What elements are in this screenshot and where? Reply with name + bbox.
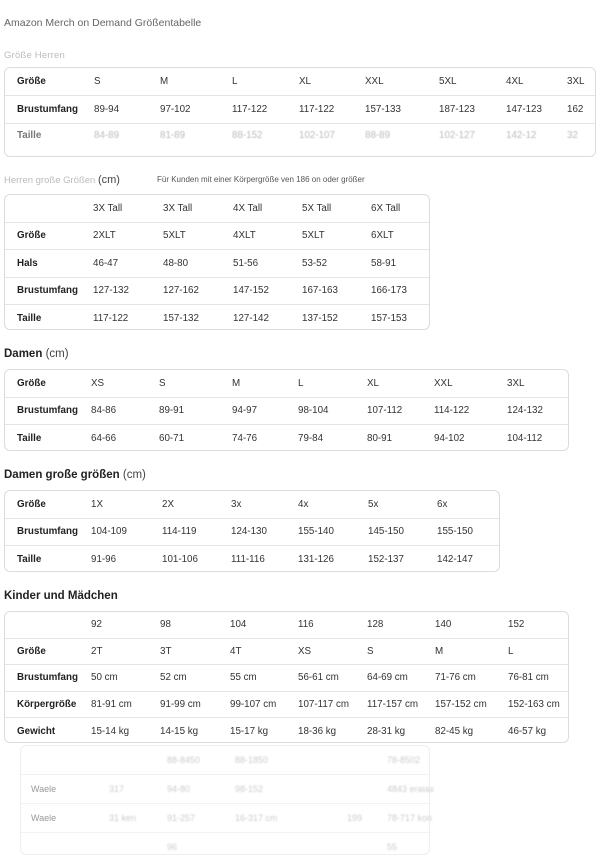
table-cell: 50 cm bbox=[79, 665, 148, 692]
table-cell: XXL bbox=[353, 68, 427, 96]
table-cell: 140 bbox=[423, 612, 496, 638]
table-row bbox=[5, 425, 568, 452]
table-cell: 16-317 cm bbox=[225, 804, 295, 833]
table-cell: 101-106 bbox=[150, 546, 219, 573]
table-cell: 32 bbox=[555, 124, 595, 167]
row-label: Taille bbox=[5, 425, 79, 452]
table-cell: 94-97 bbox=[220, 397, 286, 425]
table-row bbox=[5, 68, 595, 96]
table-cell: 91-99 cm bbox=[148, 691, 218, 718]
table-cell: 91-96 bbox=[79, 546, 150, 573]
tall-title-unit: (cm) bbox=[98, 174, 120, 186]
table-cell: 94-102 bbox=[422, 425, 495, 452]
table-cell: 98-104 bbox=[286, 397, 355, 425]
table-cell: 76-81 cm bbox=[496, 665, 568, 692]
table-cell: M bbox=[423, 638, 496, 665]
table-cell bbox=[99, 833, 157, 861]
table-cell: 28-31 kg bbox=[355, 718, 423, 744]
row-label: Brustumfang bbox=[5, 277, 81, 305]
table-cell: 4XL bbox=[494, 68, 555, 96]
women-plus-section-title bbox=[4, 469, 146, 481]
table-cell: 64-66 bbox=[79, 425, 147, 452]
table-cell: 117-122 bbox=[220, 96, 287, 124]
table-cell: 81-91 cm bbox=[79, 691, 148, 718]
table-cell: 3XL bbox=[555, 68, 595, 96]
table-cell bbox=[337, 833, 377, 861]
table-cell: 60-71 bbox=[147, 425, 220, 452]
table-cell bbox=[337, 746, 377, 775]
table-row bbox=[5, 665, 568, 692]
table-cell: 31 ken bbox=[99, 804, 157, 833]
row-label: Brustumfang bbox=[5, 96, 82, 124]
row-label: Körpergröße bbox=[5, 691, 79, 718]
men-section-title bbox=[4, 50, 65, 61]
table-cell: 55 cm bbox=[218, 665, 286, 692]
table-row bbox=[5, 305, 429, 332]
table-cell: 114-119 bbox=[150, 518, 219, 546]
row-label: Größe bbox=[5, 491, 79, 518]
table-cell: 48-80 bbox=[151, 250, 221, 278]
tall-size-table bbox=[4, 194, 430, 330]
table-cell: 1X bbox=[79, 491, 150, 518]
table-cell: 78-8502 bbox=[377, 746, 429, 775]
row-label: Größe bbox=[5, 222, 81, 250]
table-cell: 187-123 bbox=[427, 96, 494, 124]
table-cell: 102-127 bbox=[427, 124, 494, 167]
table-cell: 91-257 bbox=[157, 804, 225, 833]
table-cell: 155-150 bbox=[425, 518, 499, 546]
table-cell: 5XLT bbox=[290, 222, 359, 250]
table-cell: 3X Tall bbox=[151, 195, 221, 222]
table-cell: 88-152 bbox=[220, 124, 287, 167]
table-cell: 56-61 cm bbox=[286, 665, 355, 692]
table-cell: 3XL bbox=[495, 370, 568, 397]
table-cell: 128 bbox=[355, 612, 423, 638]
table-cell bbox=[295, 833, 337, 861]
table-cell: 84-86 bbox=[79, 397, 147, 425]
table-cell: 6X Tall bbox=[359, 195, 429, 222]
table-cell: 6x bbox=[425, 491, 499, 518]
table-cell: 2XLT bbox=[81, 222, 151, 250]
table-cell bbox=[295, 804, 337, 833]
table-cell: 104-109 bbox=[79, 518, 150, 546]
table-cell: 107-117 cm bbox=[286, 691, 355, 718]
table-cell: 117-122 bbox=[81, 305, 151, 332]
table-cell: 2X bbox=[150, 491, 219, 518]
table-cell: L bbox=[286, 370, 355, 397]
table-cell bbox=[295, 746, 337, 775]
table-cell: 4XLT bbox=[221, 222, 290, 250]
table-cell: 152 bbox=[496, 612, 568, 638]
table-cell: 55 bbox=[377, 833, 429, 861]
table-cell: 131-126 bbox=[286, 546, 356, 573]
table-cell: 18-36 kg bbox=[286, 718, 355, 744]
table-row bbox=[5, 491, 499, 518]
kids-section-title bbox=[4, 590, 118, 602]
table-cell: 3X Tall bbox=[81, 195, 151, 222]
table-cell: 107-112 bbox=[355, 397, 422, 425]
table-cell: 147-152 bbox=[221, 277, 290, 305]
row-label: Brustumfang bbox=[5, 665, 79, 692]
row-label: Brustumfang bbox=[5, 518, 79, 546]
table-cell: 3x bbox=[219, 491, 286, 518]
table-cell: 157-133 bbox=[353, 96, 427, 124]
table-cell: 124-130 bbox=[219, 518, 286, 546]
table-cell: 4X Tall bbox=[221, 195, 290, 222]
table-cell: M bbox=[220, 370, 286, 397]
row-label: Größe bbox=[5, 68, 82, 96]
table-cell: 142-147 bbox=[425, 546, 499, 573]
table-cell: 102-107 bbox=[287, 124, 353, 167]
table-cell: 5XLT bbox=[151, 222, 221, 250]
table-row bbox=[21, 746, 429, 775]
table-cell: 162 bbox=[555, 96, 595, 124]
tall-section-title bbox=[4, 174, 120, 186]
table-cell: L bbox=[496, 638, 568, 665]
table-cell: 117-122 bbox=[287, 96, 353, 124]
table-cell: 127-142 bbox=[221, 305, 290, 332]
table-cell: 199 bbox=[337, 804, 377, 833]
table-cell: 6XLT bbox=[359, 222, 429, 250]
table-cell: 147-123 bbox=[494, 96, 555, 124]
row-label: Gewicht bbox=[5, 718, 79, 744]
kids-title-text: Kinder und Mädchen bbox=[4, 590, 118, 602]
table-cell bbox=[337, 775, 377, 804]
table-cell bbox=[295, 775, 337, 804]
table-row bbox=[5, 124, 595, 167]
table-cell: XS bbox=[79, 370, 147, 397]
table-cell: 81-89 bbox=[148, 124, 220, 167]
table-cell: 97-102 bbox=[148, 96, 220, 124]
table-row bbox=[5, 277, 429, 305]
table-cell: 79-84 bbox=[286, 425, 355, 452]
table-cell: 157-152 cm bbox=[423, 691, 496, 718]
table-cell: XL bbox=[355, 370, 422, 397]
row-label bbox=[21, 833, 69, 861]
table-cell: 15-14 kg bbox=[79, 718, 148, 744]
women-plus-title-text: Damen große größen bbox=[4, 469, 120, 481]
table-row bbox=[5, 397, 568, 425]
table-cell: M bbox=[148, 68, 220, 96]
table-row bbox=[5, 718, 568, 744]
table-cell: 124-132 bbox=[495, 397, 568, 425]
table-row bbox=[5, 546, 499, 573]
table-row bbox=[5, 195, 429, 222]
table-cell: XXL bbox=[422, 370, 495, 397]
table-cell bbox=[69, 804, 99, 833]
table-cell: 89-94 bbox=[82, 96, 148, 124]
table-cell: 88-8450 bbox=[157, 746, 225, 775]
row-label: Hals bbox=[5, 250, 81, 278]
table-cell: 4T bbox=[218, 638, 286, 665]
kids-size-table bbox=[4, 611, 569, 743]
table-cell: 98-152 bbox=[225, 775, 295, 804]
table-cell: 51-56 bbox=[221, 250, 290, 278]
tall-note: Für Kunden mit einer Körpergröße ven 186 on oder größer bbox=[157, 175, 365, 184]
table-cell: 98 bbox=[148, 612, 218, 638]
table-cell: 104-112 bbox=[495, 425, 568, 452]
table-cell: XL bbox=[287, 68, 353, 96]
table-cell bbox=[69, 833, 99, 861]
table-cell bbox=[69, 775, 99, 804]
table-row bbox=[5, 96, 595, 124]
table-cell: 2T bbox=[79, 638, 148, 665]
table-cell: 71-76 cm bbox=[423, 665, 496, 692]
table-cell: 4x bbox=[286, 491, 356, 518]
table-cell: 46-47 bbox=[81, 250, 151, 278]
table-row bbox=[21, 833, 429, 861]
table-cell: 78-717 kon bbox=[377, 804, 429, 833]
men-size-table bbox=[4, 67, 596, 157]
table-cell: 88-89 bbox=[353, 124, 427, 167]
table-cell: 152-163 cm bbox=[496, 691, 568, 718]
table-cell: 64-69 cm bbox=[355, 665, 423, 692]
table-cell: S bbox=[147, 370, 220, 397]
table-cell: 111-116 bbox=[219, 546, 286, 573]
table-row bbox=[21, 804, 429, 833]
row-label: Brustumfang bbox=[5, 397, 79, 425]
row-label: Größe bbox=[5, 638, 79, 665]
table-cell: 58-91 bbox=[359, 250, 429, 278]
table-cell: 317 bbox=[99, 775, 157, 804]
table-cell: 127-132 bbox=[81, 277, 151, 305]
table-cell: 89-91 bbox=[147, 397, 220, 425]
table-cell: 142-12 bbox=[494, 124, 555, 167]
table-cell: 46-57 kg bbox=[496, 718, 568, 744]
table-cell: 167-163 bbox=[290, 277, 359, 305]
table-row bbox=[5, 370, 568, 397]
row-label bbox=[5, 195, 81, 222]
table-cell: 96 bbox=[157, 833, 225, 861]
table-cell: 145-150 bbox=[356, 518, 425, 546]
table-cell: 99-107 cm bbox=[218, 691, 286, 718]
table-cell: 152-137 bbox=[356, 546, 425, 573]
table-cell: 74-76 bbox=[220, 425, 286, 452]
table-row bbox=[5, 612, 568, 638]
women-plus-size-table bbox=[4, 490, 500, 572]
table-cell bbox=[69, 746, 99, 775]
row-label: Taille bbox=[5, 546, 79, 573]
women-section-title bbox=[4, 348, 69, 360]
table-cell: 117-157 cm bbox=[355, 691, 423, 718]
table-cell: 116 bbox=[286, 612, 355, 638]
men-title-text: Größe Herren bbox=[4, 50, 65, 61]
table-cell: XS bbox=[286, 638, 355, 665]
row-label: Größe bbox=[5, 370, 79, 397]
row-label bbox=[21, 746, 69, 775]
faded-size-table bbox=[20, 745, 430, 855]
table-row bbox=[5, 250, 429, 278]
table-cell: 82-45 kg bbox=[423, 718, 496, 744]
table-cell: 94-80 bbox=[157, 775, 225, 804]
table-row bbox=[5, 222, 429, 250]
table-cell: 80-91 bbox=[355, 425, 422, 452]
table-cell: 5X Tall bbox=[290, 195, 359, 222]
women-plus-title-unit: (cm) bbox=[123, 469, 146, 481]
table-row bbox=[5, 518, 499, 546]
table-cell: 52 cm bbox=[148, 665, 218, 692]
row-label: Taille bbox=[5, 124, 82, 167]
table-cell: 155-140 bbox=[286, 518, 356, 546]
table-cell: 14-15 kg bbox=[148, 718, 218, 744]
women-title-text: Damen bbox=[4, 348, 42, 360]
table-cell: 88-1850 bbox=[225, 746, 295, 775]
table-cell: 5x bbox=[356, 491, 425, 518]
table-cell: 104 bbox=[218, 612, 286, 638]
table-cell: 92 bbox=[79, 612, 148, 638]
table-cell: 3T bbox=[148, 638, 218, 665]
table-row bbox=[5, 691, 568, 718]
table-cell: 15-17 kg bbox=[218, 718, 286, 744]
table-cell: S bbox=[355, 638, 423, 665]
table-cell: 84-89 bbox=[82, 124, 148, 167]
row-label: Waele bbox=[21, 804, 69, 833]
table-row bbox=[21, 775, 429, 804]
table-cell: 166-173 bbox=[359, 277, 429, 305]
table-cell: S bbox=[82, 68, 148, 96]
table-cell: 137-152 bbox=[290, 305, 359, 332]
table-cell: 127-162 bbox=[151, 277, 221, 305]
row-label: Taille bbox=[5, 305, 81, 332]
row-label: Waele bbox=[21, 775, 69, 804]
table-cell bbox=[99, 746, 157, 775]
table-cell: 53-52 bbox=[290, 250, 359, 278]
table-cell: 157-153 bbox=[359, 305, 429, 332]
table-cell: 4843 eraiax bbox=[377, 775, 429, 804]
table-cell: 5XL bbox=[427, 68, 494, 96]
row-label bbox=[5, 612, 79, 638]
table-row bbox=[5, 638, 568, 665]
table-cell: 157-132 bbox=[151, 305, 221, 332]
table-cell: 114-122 bbox=[422, 397, 495, 425]
women-size-table bbox=[4, 369, 569, 451]
page-title: Amazon Merch on Demand Größentabelle bbox=[4, 17, 201, 29]
table-cell bbox=[225, 833, 295, 861]
table-cell: L bbox=[220, 68, 287, 96]
women-title-unit: (cm) bbox=[46, 348, 69, 360]
tall-title-text: Herren große Größen bbox=[4, 175, 95, 186]
